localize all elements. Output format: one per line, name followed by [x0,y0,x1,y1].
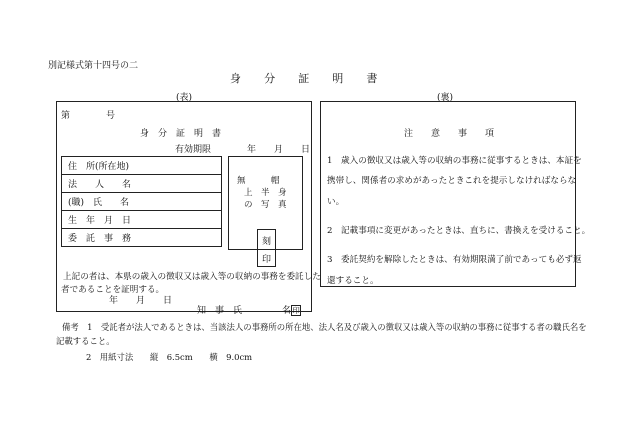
governor-label: 知 事 氏 [197,306,243,316]
row-address: 住 所(所在地) [62,157,222,175]
official-seal-mark: 印 [292,306,300,315]
remarks-line-2: 記載すること。 [56,336,115,346]
photo-caption-3: の 写 真 [244,200,287,210]
seal-char-bottom: 印 [261,255,271,265]
table-row [62,175,222,193]
certify-line-1: 上記の者は、本県の歳入の徴収又は歳入等の収納の事務を委託した [63,272,321,282]
back-item-3-line-1: 3 委託契約を解除したときは、有効期限満了前であっても必ず返 [327,255,582,265]
back-item-1-line-1: 1 歳入の徴収又は歳入等の収納の事務に従事するときは、本証を [327,156,582,166]
validity-line: 有効期限 年 月 日 [175,145,311,155]
notes-heading: 注 意 事 項 [404,129,495,139]
photo-caption-1: 無 帽 [237,176,280,186]
row-name: (職) 氏 名 [62,193,222,211]
governor-name-label [282,303,301,316]
table-row [62,193,222,211]
seal-char-top: 刻 [261,237,271,247]
certify-line-2: 者であることを証明する。 [61,285,165,295]
table-row [62,157,222,175]
table-row [62,211,222,229]
card-title: 身 分 証 明 書 [140,129,222,139]
name-char: 名 [282,306,292,316]
front-card [56,101,321,316]
number-label: 第 号 [61,111,116,121]
row-corp-name: 法 人 名 [62,175,222,193]
engraved-seal-box [257,229,276,267]
back-item-2: 2 記載事項に変更があったときは、直ちに、書換えを受けること。 [327,226,591,236]
remarks-line-1: 備考 1 受託者が法人であるときは、当該法人の事務所の所在地、法人名及び歳入の徴収又は歳入等の収納の事務に従事する者の職氏名を [62,322,587,332]
photo-caption-2: 上 半 身 [244,188,287,198]
row-commission: 委 託 事 務 [62,229,222,247]
form-number: 別記様式第十四号の二 [48,61,139,71]
issue-date: 年 月 日 [109,296,173,306]
back-item-1-line-3: い。 [327,197,345,207]
row-birthdate: 生 年 月 日 [62,211,222,229]
front-label: (表) [176,93,193,103]
back-card [320,101,591,287]
table-row [62,229,222,247]
back-item-3-line-2: 還すること。 [327,276,379,286]
main-title: 身 分 証 明 書 [230,72,384,85]
remarks-line-3: 2 用紙寸法 縦 6.5cm 横 9.0cm [86,352,253,362]
back-label: (裏) [437,93,454,103]
info-table [61,156,222,247]
back-item-1-line-2: 携帯し、関係者の求めがあったときこれを提示しなければならな [327,176,577,186]
